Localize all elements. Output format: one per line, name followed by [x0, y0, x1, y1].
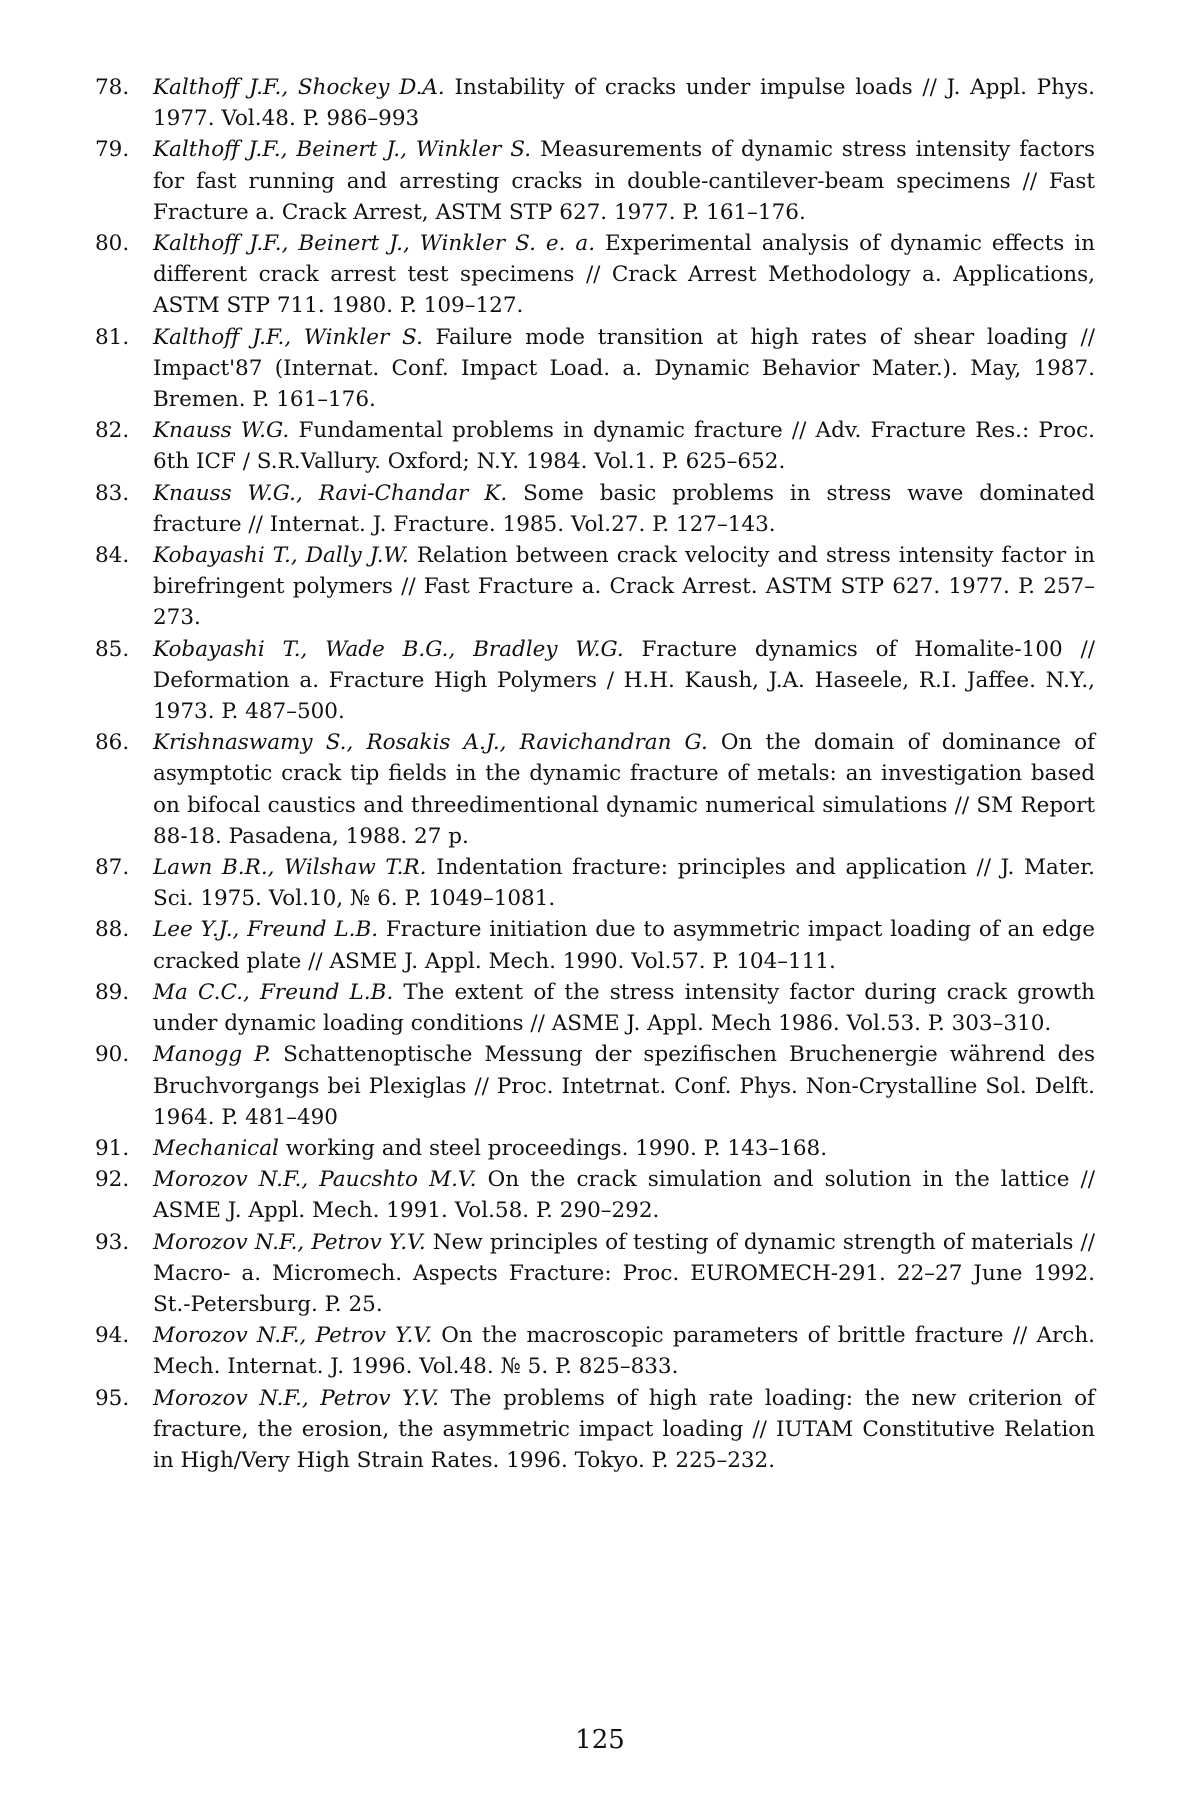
reference-item	[95, 228, 1095, 322]
reference-authors: Kobayashi T., Dally J.W.	[153, 543, 409, 568]
reference-authors: Krishnaswamy S., Rosakis A.J., Ravichandran G.	[153, 730, 708, 755]
reference-item	[95, 1039, 1095, 1133]
reference-item	[95, 634, 1095, 728]
reference-authors: Knauss W.G., Ravi-Chandar K.	[153, 481, 507, 506]
reference-authors: Morozov N.F., Petrov Y.V.	[153, 1323, 432, 1348]
reference-item	[95, 1164, 1095, 1226]
reference-text: Fracture initiation due to asymmetric impact loading of an edge cracked plate // ASME J. Appl. Mech. 1990. Vol.57. P. 104–111.	[153, 917, 1095, 973]
reference-number: 78.	[95, 72, 145, 103]
reference-number: 80.	[95, 228, 145, 259]
reference-text: New principles of testing of dynamic strength of materials // Macro- a. Micromech. Aspects Fracture: Proc. EUROMECH-291. 22–27 June 1992. St.-Petersburg. P. 25.	[153, 1230, 1095, 1317]
reference-text: Some basic problems in stress wave dominated fracture // Internat. J. Fracture. 1985. Vol.27. P. 127–143.	[153, 481, 1095, 537]
reference-list	[95, 72, 1095, 1476]
reference-number: 94.	[95, 1320, 145, 1351]
reference-authors: Morozov N.F., Petrov Y.V.	[153, 1230, 426, 1255]
reference-authors: Kalthoff J.F., Beinert J., Winkler S.	[153, 137, 531, 162]
reference-text: Schattenoptische Messung der spezifischen Bruchenergie während des Bruchvorgangs bei Plexiglas // Proc. Intetrnat. Conf. Phys. Non-Crystalline Sol. Delft. 1964. P. 481–490	[153, 1042, 1095, 1129]
reference-authors: Kalthoff J.F., Shockey D.A.	[153, 75, 445, 100]
reference-item	[95, 1320, 1095, 1382]
reference-text: Relation between crack velocity and stress intensity factor in birefringent polymers // Fast Fracture a. Crack Arrest. ASTM STP 627. 1977. P. 257–273.	[153, 543, 1095, 630]
reference-number: 85.	[95, 634, 145, 665]
reference-text: Indentation fracture: principles and application // J. Mater. Sci. 1975. Vol.10, № 6. P. 1049–1081.	[153, 855, 1095, 911]
reference-text: Fracture dynamics of Homalite-100 // Deformation a. Fracture High Polymers / H.H. Kaush, J.A. Haseele, R.I. Jaffee. N.Y., 1973. P. 487–500.	[153, 637, 1095, 724]
reference-authors: Kalthoff J.F., Beinert J., Winkler S. e. a.	[153, 231, 595, 256]
reference-number: 86.	[95, 727, 145, 758]
reference-item	[95, 415, 1095, 477]
reference-text: Experimental analysis of dynamic effects in different crack arrest test specimens // Crack Arrest Methodology a. Applications, ASTM STP 711. 1980. P. 109–127.	[153, 231, 1095, 318]
reference-number: 92.	[95, 1164, 145, 1195]
reference-authors: Mechanical	[153, 1136, 279, 1161]
reference-authors: Morozov N.F., Paucshto M.V.	[153, 1167, 477, 1192]
reference-number: 90.	[95, 1039, 145, 1070]
reference-text: On the crack simulation and solution in the lattice // ASME J. Appl. Mech. 1991. Vol.58. P. 290–292.	[153, 1167, 1095, 1223]
reference-item	[95, 134, 1095, 228]
reference-number: 89.	[95, 977, 145, 1008]
reference-number: 79.	[95, 134, 145, 165]
reference-item	[95, 478, 1095, 540]
reference-text: Instability of cracks under impulse loads // J. Appl. Phys. 1977. Vol.48. P. 986–993	[153, 75, 1095, 131]
reference-number: 81.	[95, 322, 145, 353]
reference-page	[95, 72, 1095, 1476]
reference-item	[95, 322, 1095, 416]
reference-text: On the macroscopic parameters of brittle fracture // Arch. Mech. Internat. J. 1996. Vol.48. № 5. P. 825–833.	[153, 1323, 1095, 1379]
page-number: 125	[0, 1725, 1200, 1755]
reference-item	[95, 72, 1095, 134]
reference-item	[95, 1227, 1095, 1321]
reference-authors: Morozov N.F., Petrov Y.V.	[153, 1386, 439, 1411]
reference-text: On the domain of dominance of asymptotic crack tip fields in the dynamic fracture of metals: an investigation based on bifocal caustics and threedimentional dynamic numerical simulations // SM Report 88-18. Pasadena, 1988. 27 p.	[153, 730, 1095, 849]
reference-number: 84.	[95, 540, 145, 571]
reference-number: 91.	[95, 1133, 145, 1164]
reference-authors: Kalthoff J.F., Winkler S.	[153, 325, 423, 350]
reference-item	[95, 914, 1095, 976]
reference-text: Measurements of dynamic stress intensity factors for fast running and arresting cracks in double-cantilever-beam specimens // Fast Fracture a. Crack Arrest, ASTM STP 627. 1977. P. 161–176.	[153, 137, 1095, 224]
reference-item	[95, 1383, 1095, 1477]
reference-item	[95, 727, 1095, 852]
reference-number: 82.	[95, 415, 145, 446]
reference-text: Failure mode transition at high rates of shear loading // Impact'87 (Internat. Conf. Impact Load. a. Dynamic Behavior Mater.). May, 1987. Bremen. P. 161–176.	[153, 325, 1095, 412]
reference-item	[95, 977, 1095, 1039]
reference-authors: Lee Y.J., Freund L.B.	[153, 917, 378, 942]
reference-text: The extent of the stress intensity factor during crack growth under dynamic loading conditions // ASME J. Appl. Mech 1986. Vol.53. P. 303–310.	[153, 980, 1095, 1036]
reference-authors: Knauss W.G.	[153, 418, 289, 443]
reference-authors: Manogg P.	[153, 1042, 271, 1067]
reference-text: working and steel proceedings. 1990. P. 143–168.	[279, 1136, 827, 1161]
reference-number: 83.	[95, 478, 145, 509]
reference-text: Fundamental problems in dynamic fracture // Adv. Fracture Res.: Proc. 6th ICF / S.R.Vallury. Oxford; N.Y. 1984. Vol.1. P. 625–652.	[153, 418, 1095, 474]
reference-item	[95, 1133, 1095, 1164]
reference-authors: Kobayashi T., Wade B.G., Bradley W.G.	[153, 637, 624, 662]
reference-authors: Ma C.C., Freund L.B.	[153, 980, 393, 1005]
reference-number: 88.	[95, 914, 145, 945]
reference-item	[95, 852, 1095, 914]
reference-number: 95.	[95, 1383, 145, 1414]
reference-item	[95, 540, 1095, 634]
reference-authors: Lawn B.R., Wilshaw T.R.	[153, 855, 426, 880]
reference-number: 93.	[95, 1227, 145, 1258]
reference-text: The problems of high rate loading: the new criterion of fracture, the erosion, the asymmetric impact loading // IUTAM Constitutive Relation in High/Very High Strain Rates. 1996. Tokyo. P. 225–232.	[153, 1386, 1095, 1473]
reference-number: 87.	[95, 852, 145, 883]
